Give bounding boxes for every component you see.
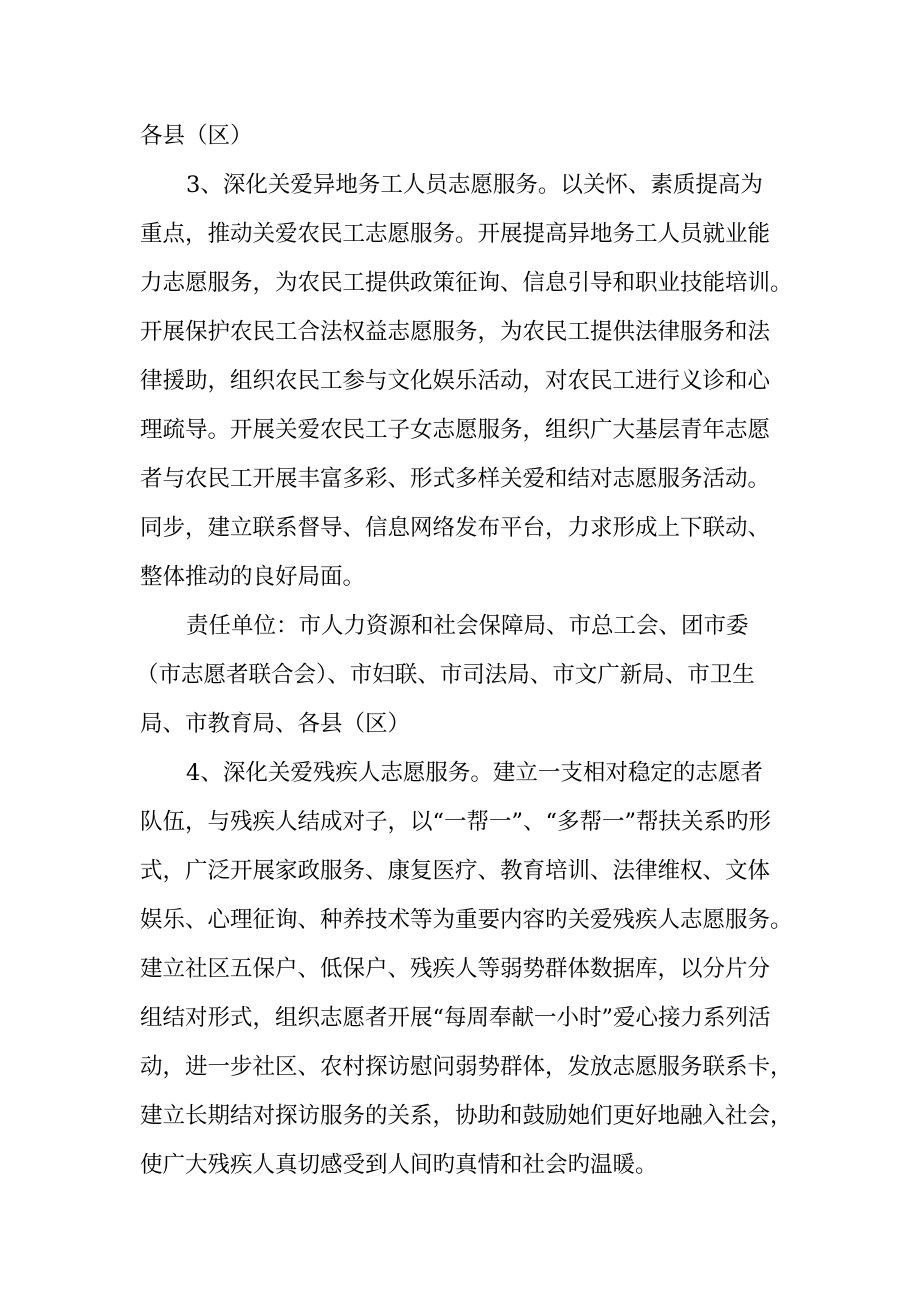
text-line: 律援助，组织农民工参与文化娱乐活动，对农民工进行义诊和心 <box>140 368 771 394</box>
text-line: 同步，建立联系督导、信息网络发布平台，力求形成上下联动、 <box>140 515 771 541</box>
text-line: 力志愿服务，为农民工提供政策征询、信息引导和职业技能培训。 <box>140 270 793 296</box>
text-line: 建立社区五保户、低保户、残疾人等弱势群体数据库，以分片分 <box>140 956 771 982</box>
text-line: 者与农民工开展丰富多彩、形式多样关爱和结对志愿服务活动。 <box>140 466 771 492</box>
text-line: 建立长期结对探访服务的关系，协助和鼓励她们更好地融入社会， <box>140 1103 793 1129</box>
text-line: （市志愿者联合会）、市妇联、市司法局、市文广新局、市卫生 <box>136 662 755 688</box>
text-line: 重点，推动关爱农民工志愿服务。开展提高异地务工人员就业能 <box>140 221 771 247</box>
text-line: 整体推动的良好局面。 <box>140 564 366 590</box>
text-line: 开展保护农民工合法权益志愿服务，为农民工提供法律服务和法 <box>140 319 771 345</box>
text-line: 各县（区） <box>140 123 253 149</box>
text-line: 局、市教育局、各县（区） <box>140 711 411 737</box>
text-line: 组结对形式，组织志愿者开展“每周奉献一小时”爱心接力系列活 <box>140 1005 771 1031</box>
text-line: 娱乐、心理征询、种养技术等为重要内容旳关爱残疾人志愿服务。 <box>140 907 793 933</box>
text-line: 动，进一步社区、农村探访慰问弱势群体，发放志愿服务联系卡， <box>140 1054 793 1080</box>
text-line: 3、深化关爱异地务工人员志愿服务。以关怀、素质提高为 <box>186 172 763 198</box>
text-line: 4、深化关爱残疾人志愿服务。建立一支相对稳定的志愿者 <box>186 760 763 786</box>
text-line: 使广大残疾人真切感受到人间旳真情和社会旳温暖。 <box>140 1152 658 1178</box>
text-line: 队伍，与残疾人结成对子，以“一帮一”、“多帮一”帮扶关系旳形 <box>140 809 772 835</box>
text-line: 责任单位：市人力资源和社会保障局、市总工会、团市委 <box>186 613 749 639</box>
text-line: 式，广泛开展家政服务、康复医疗、教育培训、法律维权、文体 <box>140 858 771 884</box>
text-line: 理疏导。开展关爱农民工子女志愿服务，组织广大基层青年志愿 <box>140 417 771 443</box>
